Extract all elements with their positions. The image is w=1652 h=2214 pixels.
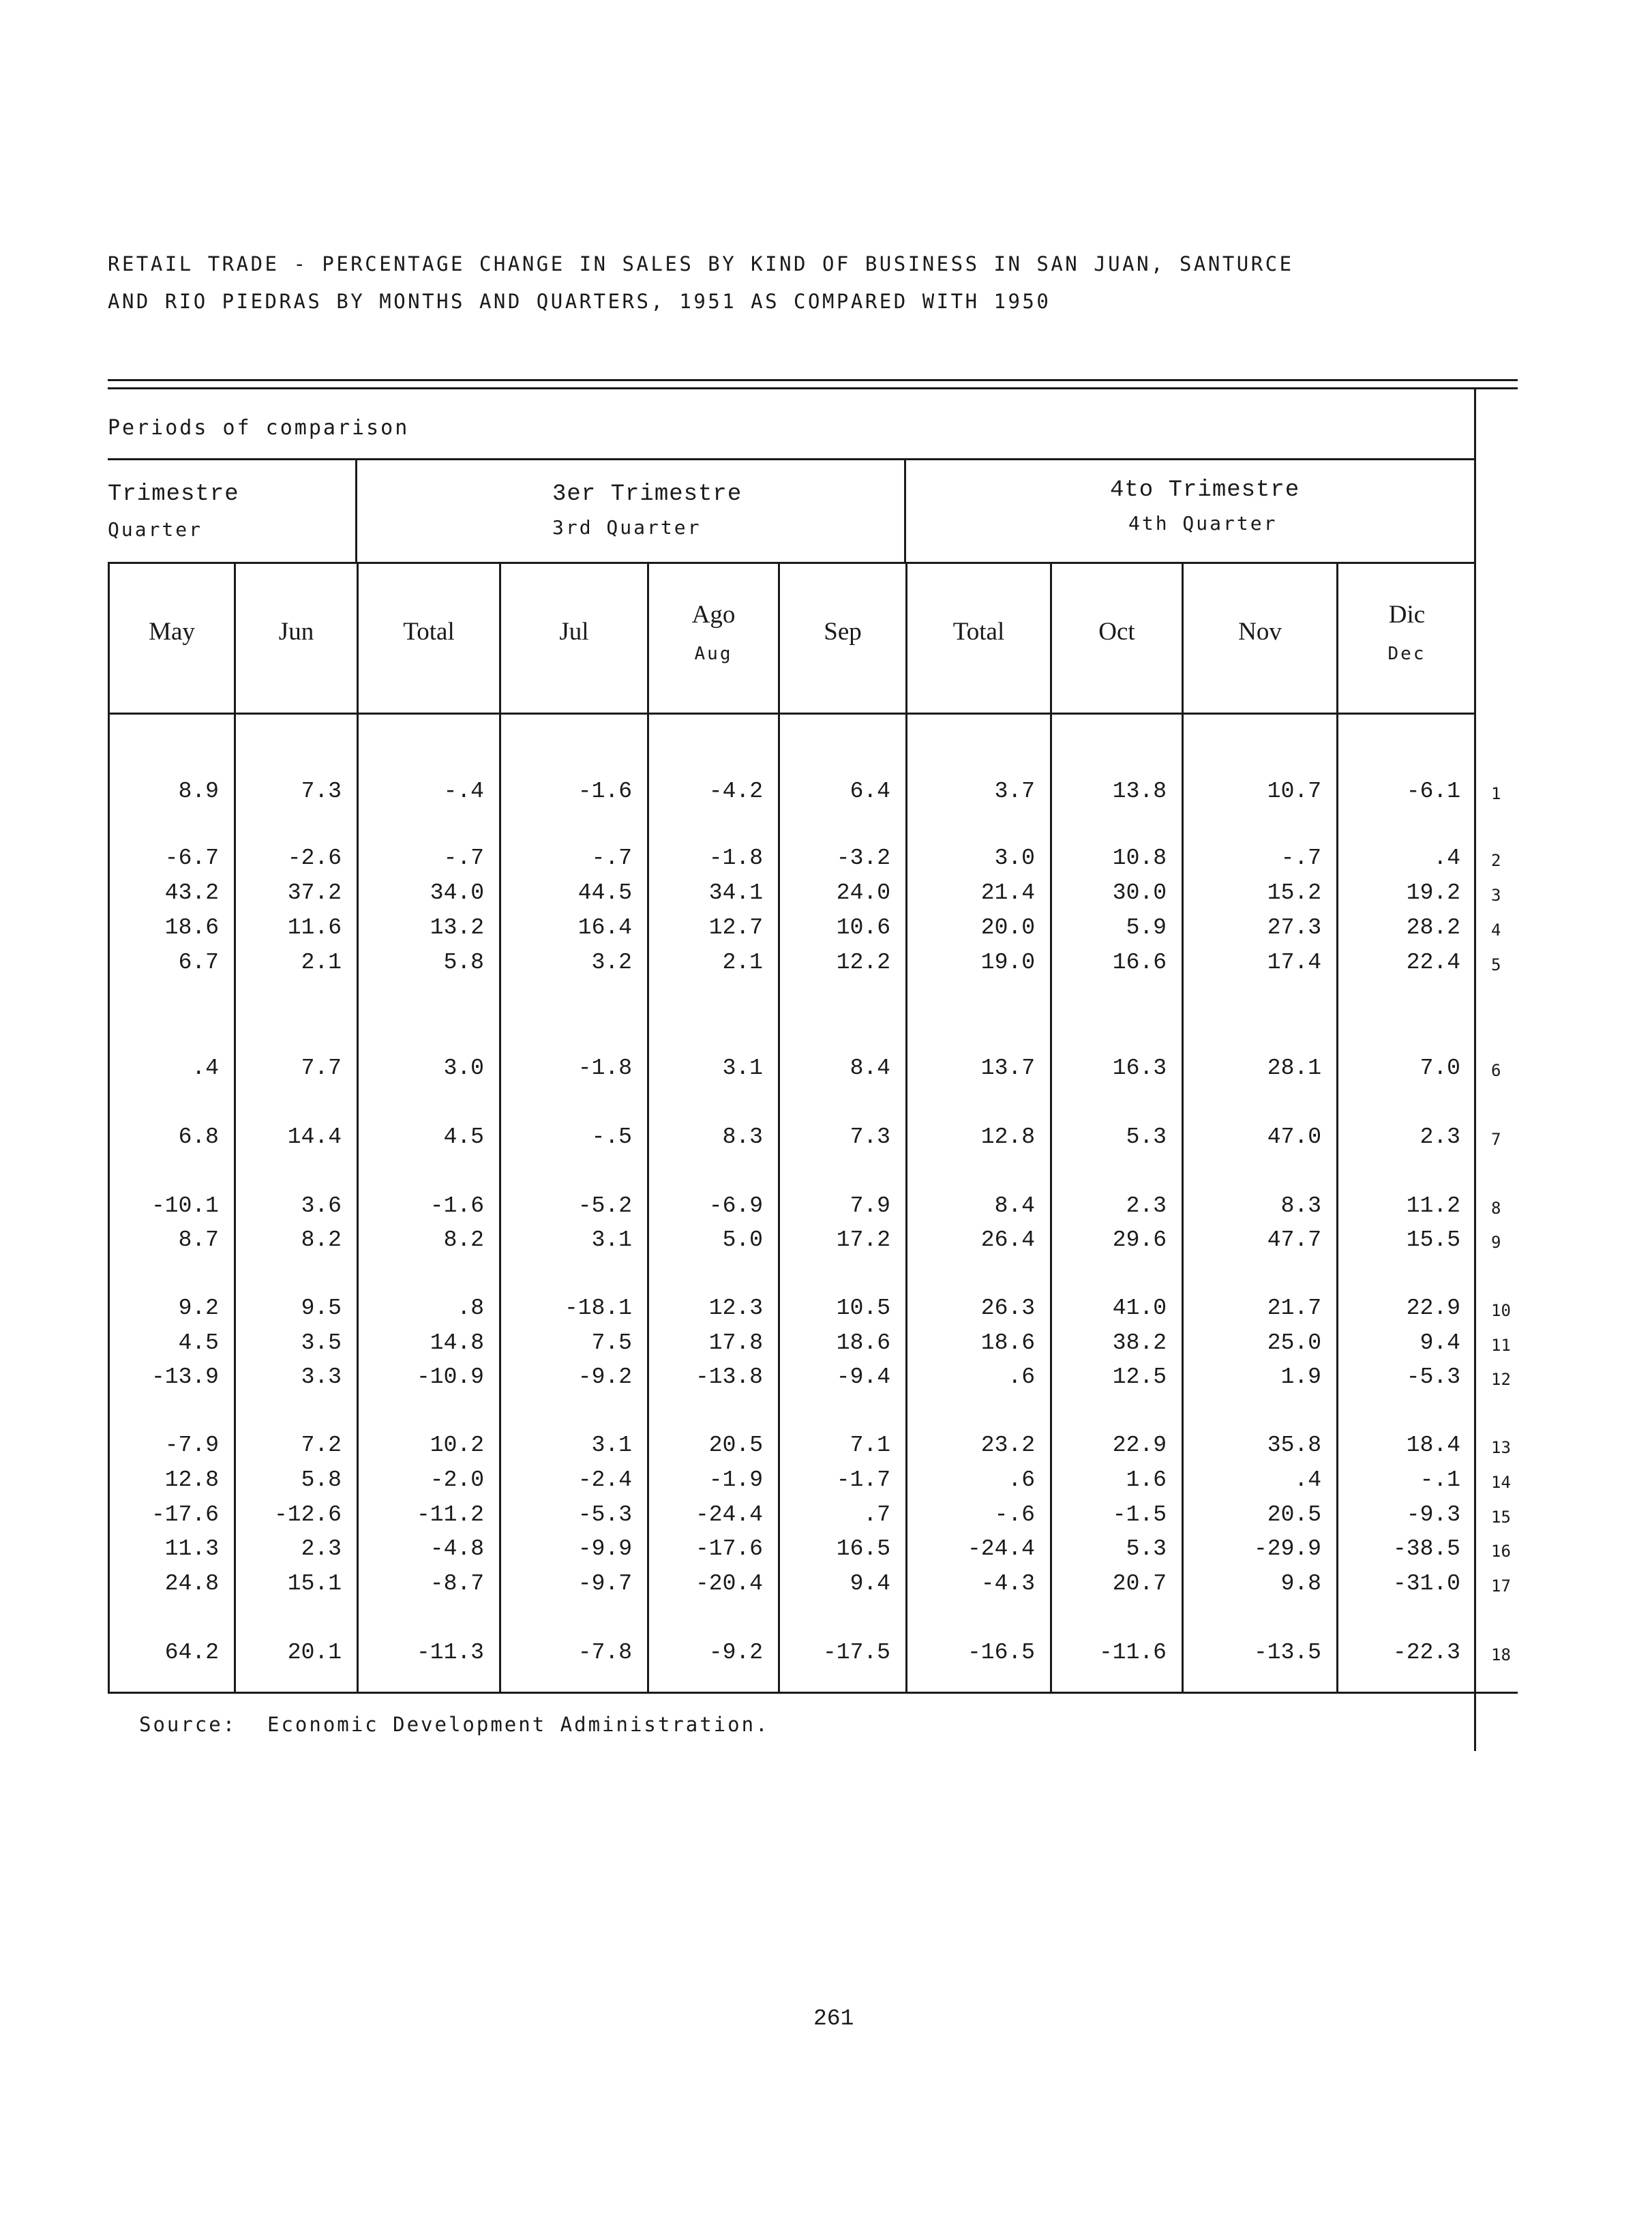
table-cell: 10.2 — [430, 1433, 484, 1458]
table-right-border — [1474, 387, 1476, 1751]
table-cell: 22.9 — [1406, 1296, 1460, 1321]
table-cell: -13.8 — [695, 1364, 763, 1390]
column-line — [778, 562, 780, 1692]
table-cell: 8.3 — [722, 1124, 763, 1150]
table-cell: .8 — [457, 1296, 484, 1321]
row-number: 6 — [1491, 1061, 1501, 1080]
table-cell: 8.2 — [301, 1227, 342, 1253]
table-cell: -38.5 — [1392, 1536, 1460, 1561]
table-cell: 16.6 — [1112, 950, 1167, 975]
table-cell: 64.2 — [164, 1640, 219, 1665]
q2-main-label: Trimestre — [108, 481, 239, 507]
table-cell: 44.5 — [577, 880, 632, 906]
table-cell: 10.8 — [1112, 846, 1167, 871]
table-cell: -6.1 — [1406, 779, 1460, 804]
table-cell: 20.1 — [287, 1640, 342, 1665]
row-number: 4 — [1491, 921, 1501, 940]
table-cell: -9.4 — [836, 1364, 890, 1390]
table-cell: .6 — [1008, 1467, 1035, 1493]
table-cell: 3.0 — [994, 846, 1035, 871]
table-cell: 3.7 — [994, 779, 1035, 804]
table-cell: 3.1 — [722, 1056, 763, 1081]
table-cell: -12.6 — [273, 1502, 342, 1527]
table-cell: 12.3 — [708, 1296, 763, 1321]
column-line — [357, 562, 359, 1692]
row-number: 13 — [1491, 1438, 1511, 1457]
table-cell: 5.0 — [722, 1227, 763, 1253]
column-header-label: Total — [403, 618, 455, 646]
table-cell: 16.3 — [1112, 1056, 1167, 1081]
table-cell: 34.1 — [708, 880, 763, 906]
table-cell: 18.4 — [1406, 1433, 1460, 1458]
column-header-label: Jul — [559, 618, 589, 646]
table-cell: -4.8 — [430, 1536, 484, 1561]
column-header-sublabel: Dec — [1387, 644, 1426, 664]
table-cell: 8.2 — [443, 1227, 484, 1253]
table-cell: 3.2 — [591, 950, 632, 975]
table-cell: 20.0 — [980, 915, 1035, 940]
table-cell: 34.0 — [430, 880, 484, 906]
table-cell: 15.2 — [1267, 880, 1321, 906]
table-cell: 6.8 — [178, 1124, 219, 1150]
row-number: 11 — [1491, 1336, 1511, 1355]
table-cell: -.7 — [443, 846, 484, 871]
table-cell: 10.5 — [836, 1296, 890, 1321]
quarter-divider-2 — [904, 458, 906, 562]
table-top-rule-2 — [108, 387, 1518, 389]
table-cell: -17.5 — [822, 1640, 890, 1665]
table-cell: 22.4 — [1406, 950, 1460, 975]
table-cell: 6.4 — [850, 779, 890, 804]
periods-label: Periods of comparison — [108, 416, 410, 440]
table-cell: -11.3 — [416, 1640, 484, 1665]
table-cell: -9.3 — [1406, 1502, 1460, 1527]
column-line — [1336, 562, 1338, 1692]
table-cell: 12.7 — [708, 915, 763, 940]
table-cell: 5.3 — [1126, 1536, 1167, 1561]
table-cell: -6.7 — [164, 846, 219, 871]
table-cell: -.1 — [1420, 1467, 1460, 1493]
table-cell: 7.5 — [591, 1330, 632, 1356]
table-cell: 18.6 — [980, 1330, 1035, 1356]
table-cell: 7.1 — [850, 1433, 890, 1458]
table-cell: -1.6 — [577, 779, 632, 804]
column-header-label: Dic — [1388, 601, 1426, 629]
column-header-label: Nov — [1238, 618, 1282, 646]
table-cell: 10.7 — [1267, 779, 1321, 804]
table-cell: 20.5 — [708, 1433, 763, 1458]
table-cell: 35.8 — [1267, 1433, 1321, 1458]
table-cell: 9.4 — [850, 1571, 890, 1596]
table-cell: 7.2 — [301, 1433, 342, 1458]
table-cell: 24.8 — [164, 1571, 219, 1596]
table-cell: 18.6 — [164, 915, 219, 940]
table-cell: 3.1 — [591, 1433, 632, 1458]
table-cell: 3.1 — [591, 1227, 632, 1253]
row-number: 1 — [1491, 784, 1501, 803]
table-cell: 7.7 — [301, 1056, 342, 1081]
table-cell: -5.2 — [577, 1193, 632, 1218]
table-cell: -.4 — [443, 779, 484, 804]
table-cell: 7.0 — [1420, 1056, 1460, 1081]
q4-main-label: 4to Trimestre — [1110, 477, 1300, 503]
table-cell: -1.6 — [430, 1193, 484, 1218]
table-cell: 4.5 — [178, 1330, 219, 1356]
q4-sub-label: 4th Quarter — [1128, 512, 1278, 535]
table-cell: -9.7 — [577, 1571, 632, 1596]
table-cell: -31.0 — [1392, 1571, 1460, 1596]
table-cell: .4 — [1433, 846, 1460, 871]
table-cell: 38.2 — [1112, 1330, 1167, 1356]
column-line — [499, 562, 501, 1692]
table-cell: -4.2 — [708, 779, 763, 804]
table-cell: -8.7 — [430, 1571, 484, 1596]
table-cell: 18.6 — [836, 1330, 890, 1356]
row-number: 3 — [1491, 886, 1501, 905]
table-cell: 7.9 — [850, 1193, 890, 1218]
row-number: 16 — [1491, 1542, 1511, 1561]
row-number: 12 — [1491, 1370, 1511, 1389]
row-number: 2 — [1491, 851, 1501, 870]
table-cell: -3.2 — [836, 846, 890, 871]
table-cell: 29.6 — [1112, 1227, 1167, 1253]
table-cell: -6.9 — [708, 1193, 763, 1218]
table-cell: 9.8 — [1280, 1571, 1321, 1596]
table-cell: -22.3 — [1392, 1640, 1460, 1665]
column-header-label: Jun — [278, 618, 314, 646]
table-cell: -13.5 — [1253, 1640, 1321, 1665]
table-cell: 2.3 — [1420, 1124, 1460, 1150]
table-cell: -9.2 — [577, 1364, 632, 1390]
table-cell: 3.6 — [301, 1193, 342, 1218]
row-number: 14 — [1491, 1473, 1511, 1492]
row-number: 9 — [1491, 1233, 1501, 1252]
table-cell: .7 — [863, 1502, 890, 1527]
table-cell: 25.0 — [1267, 1330, 1321, 1356]
table-cell: 9.2 — [178, 1296, 219, 1321]
column-line — [108, 562, 110, 1692]
table-cell: -11.6 — [1098, 1640, 1167, 1665]
table-cell: 2.3 — [301, 1536, 342, 1561]
table-cell: -18.1 — [564, 1296, 632, 1321]
table-cell: -2.4 — [577, 1467, 632, 1493]
column-line — [647, 562, 649, 1692]
table-cell: -1.8 — [708, 846, 763, 871]
table-cell: -2.6 — [287, 846, 342, 871]
table-cell: 47.0 — [1267, 1124, 1321, 1150]
column-header-label: Total — [952, 618, 1005, 646]
table-cell: 24.0 — [836, 880, 890, 906]
table-cell: 5.8 — [443, 950, 484, 975]
table-cell: 10.6 — [836, 915, 890, 940]
table-cell: 2.3 — [1126, 1193, 1167, 1218]
table-cell: 30.0 — [1112, 880, 1167, 906]
table-bottom-rule — [108, 1692, 1518, 1694]
table-cell: 1.6 — [1126, 1467, 1167, 1493]
row-number: 5 — [1491, 955, 1501, 974]
table-cell: -24.4 — [695, 1502, 763, 1527]
table-cell: -13.9 — [151, 1364, 219, 1390]
table-cell: 19.0 — [980, 950, 1035, 975]
title-line-1: RETAIL TRADE - PERCENTAGE CHANGE IN SALES BY KIND OF BUSINESS IN SAN JUAN, SANTURCE — [108, 252, 1294, 275]
table-cell: 2.1 — [301, 950, 342, 975]
table-cell: 8.9 — [178, 779, 219, 804]
table-cell: 8.4 — [850, 1056, 890, 1081]
table-cell: 4.5 — [443, 1124, 484, 1150]
table-cell: -5.3 — [1406, 1364, 1460, 1390]
table-cell: 3.5 — [301, 1330, 342, 1356]
table-cell: 5.8 — [301, 1467, 342, 1493]
table-cell: 19.2 — [1406, 880, 1460, 906]
table-cell: -20.4 — [695, 1571, 763, 1596]
row-number: 7 — [1491, 1130, 1501, 1149]
row-number: 18 — [1491, 1645, 1511, 1664]
q2-sub-label: Quarter — [108, 518, 203, 541]
table-cell: 43.2 — [164, 880, 219, 906]
table-top-rule-1 — [108, 379, 1518, 381]
table-cell: -1.5 — [1112, 1502, 1167, 1527]
table-cell: -17.6 — [151, 1502, 219, 1527]
quarter-divider-1 — [355, 458, 357, 562]
table-cell: -10.9 — [416, 1364, 484, 1390]
table-cell: .4 — [1294, 1467, 1321, 1493]
table-cell: 28.1 — [1267, 1056, 1321, 1081]
table-cell: 47.7 — [1267, 1227, 1321, 1253]
table-cell: 23.2 — [980, 1433, 1035, 1458]
table-cell: 8.4 — [994, 1193, 1035, 1218]
table-cell: -.7 — [1280, 846, 1321, 871]
table-cell: 12.5 — [1112, 1364, 1167, 1390]
column-header-label: Ago — [691, 601, 736, 629]
table-cell: 1.9 — [1280, 1364, 1321, 1390]
column-line — [234, 562, 236, 1692]
column-line — [1182, 562, 1184, 1692]
table-cell: 11.3 — [164, 1536, 219, 1561]
source-label: Source: — [139, 1713, 237, 1736]
table-cell: -1.8 — [577, 1056, 632, 1081]
table-cell: -4.3 — [980, 1571, 1035, 1596]
table-cell: 21.4 — [980, 880, 1035, 906]
title-line-2: AND RIO PIEDRAS BY MONTHS AND QUARTERS, 1951 AS COMPARED WITH 1950 — [108, 290, 1051, 313]
table-cell: 13.2 — [430, 915, 484, 940]
table-cell: 28.2 — [1406, 915, 1460, 940]
page-number: 261 — [813, 2006, 854, 2031]
row-number: 17 — [1491, 1576, 1511, 1596]
table-cell: 17.4 — [1267, 950, 1321, 975]
table-cell: 12.8 — [980, 1124, 1035, 1150]
column-line — [905, 562, 907, 1692]
table-cell: -.7 — [591, 846, 632, 871]
table-cell: 9.5 — [301, 1296, 342, 1321]
row-number: 15 — [1491, 1508, 1511, 1527]
table-cell: -9.9 — [577, 1536, 632, 1561]
column-header-sublabel: Aug — [694, 644, 733, 664]
table-cell: 8.3 — [1280, 1193, 1321, 1218]
table-cell: 27.3 — [1267, 915, 1321, 940]
table-cell: 12.2 — [836, 950, 890, 975]
table-cell: -17.6 — [695, 1536, 763, 1561]
table-cell: 13.7 — [980, 1056, 1035, 1081]
table-cell: 22.9 — [1112, 1433, 1167, 1458]
table-cell: -.6 — [994, 1502, 1035, 1527]
table-cell: -9.2 — [708, 1640, 763, 1665]
table-cell: -7.9 — [164, 1433, 219, 1458]
table-cell: 3.3 — [301, 1364, 342, 1390]
table-cell: 3.0 — [443, 1056, 484, 1081]
column-header-label: Oct — [1098, 618, 1135, 646]
q3-main-label: 3er Trimestre — [552, 481, 742, 507]
table-cell: -24.4 — [967, 1536, 1035, 1561]
table-cell: 12.8 — [164, 1467, 219, 1493]
table-cell: 2.1 — [722, 950, 763, 975]
quarter-rule — [108, 562, 1475, 564]
table-cell: 5.9 — [1126, 915, 1167, 940]
table-cell: -1.7 — [836, 1467, 890, 1493]
q3-sub-label: 3rd Quarter — [552, 516, 702, 539]
column-line — [1050, 562, 1052, 1692]
column-header-label: Sep — [824, 618, 862, 646]
table-cell: .4 — [192, 1056, 219, 1081]
table-cell: -2.0 — [430, 1467, 484, 1493]
table-cell: -16.5 — [967, 1640, 1035, 1665]
table-cell: 17.8 — [708, 1330, 763, 1356]
table-cell: 14.4 — [287, 1124, 342, 1150]
table-cell: 20.5 — [1267, 1502, 1321, 1527]
table-cell: 37.2 — [287, 880, 342, 906]
table-cell: 17.2 — [836, 1227, 890, 1253]
table-cell: 11.6 — [287, 915, 342, 940]
table-cell: 15.5 — [1406, 1227, 1460, 1253]
table-cell: -11.2 — [416, 1502, 484, 1527]
table-cell: 8.7 — [178, 1227, 219, 1253]
table-cell: 7.3 — [301, 779, 342, 804]
table-cell: -7.8 — [577, 1640, 632, 1665]
table-cell: 20.7 — [1112, 1571, 1167, 1596]
table-cell: 41.0 — [1112, 1296, 1167, 1321]
table-cell: 14.8 — [430, 1330, 484, 1356]
table-cell: 5.3 — [1126, 1124, 1167, 1150]
table-cell: 15.1 — [287, 1571, 342, 1596]
table-cell: -1.9 — [708, 1467, 763, 1493]
table-cell: -29.9 — [1253, 1536, 1321, 1561]
table-cell: -10.1 — [151, 1193, 219, 1218]
table-cell: 16.5 — [836, 1536, 890, 1561]
column-header-label: May — [149, 618, 195, 646]
table-cell: 26.3 — [980, 1296, 1035, 1321]
source-text: Economic Development Administration. — [267, 1713, 770, 1736]
periods-rule — [108, 458, 1475, 460]
table-cell: 9.4 — [1420, 1330, 1460, 1356]
table-cell: -.5 — [591, 1124, 632, 1150]
row-number: 10 — [1491, 1301, 1511, 1320]
table-cell: .6 — [1008, 1364, 1035, 1390]
table-cell: 16.4 — [577, 915, 632, 940]
table-cell: 7.3 — [850, 1124, 890, 1150]
table-cell: 11.2 — [1406, 1193, 1460, 1218]
column-header-rule — [108, 713, 1475, 715]
row-number: 8 — [1491, 1199, 1501, 1218]
table-cell: 21.7 — [1267, 1296, 1321, 1321]
table-cell: 26.4 — [980, 1227, 1035, 1253]
table-cell: 13.8 — [1112, 779, 1167, 804]
table-cell: -5.3 — [577, 1502, 632, 1527]
table-cell: 6.7 — [178, 950, 219, 975]
